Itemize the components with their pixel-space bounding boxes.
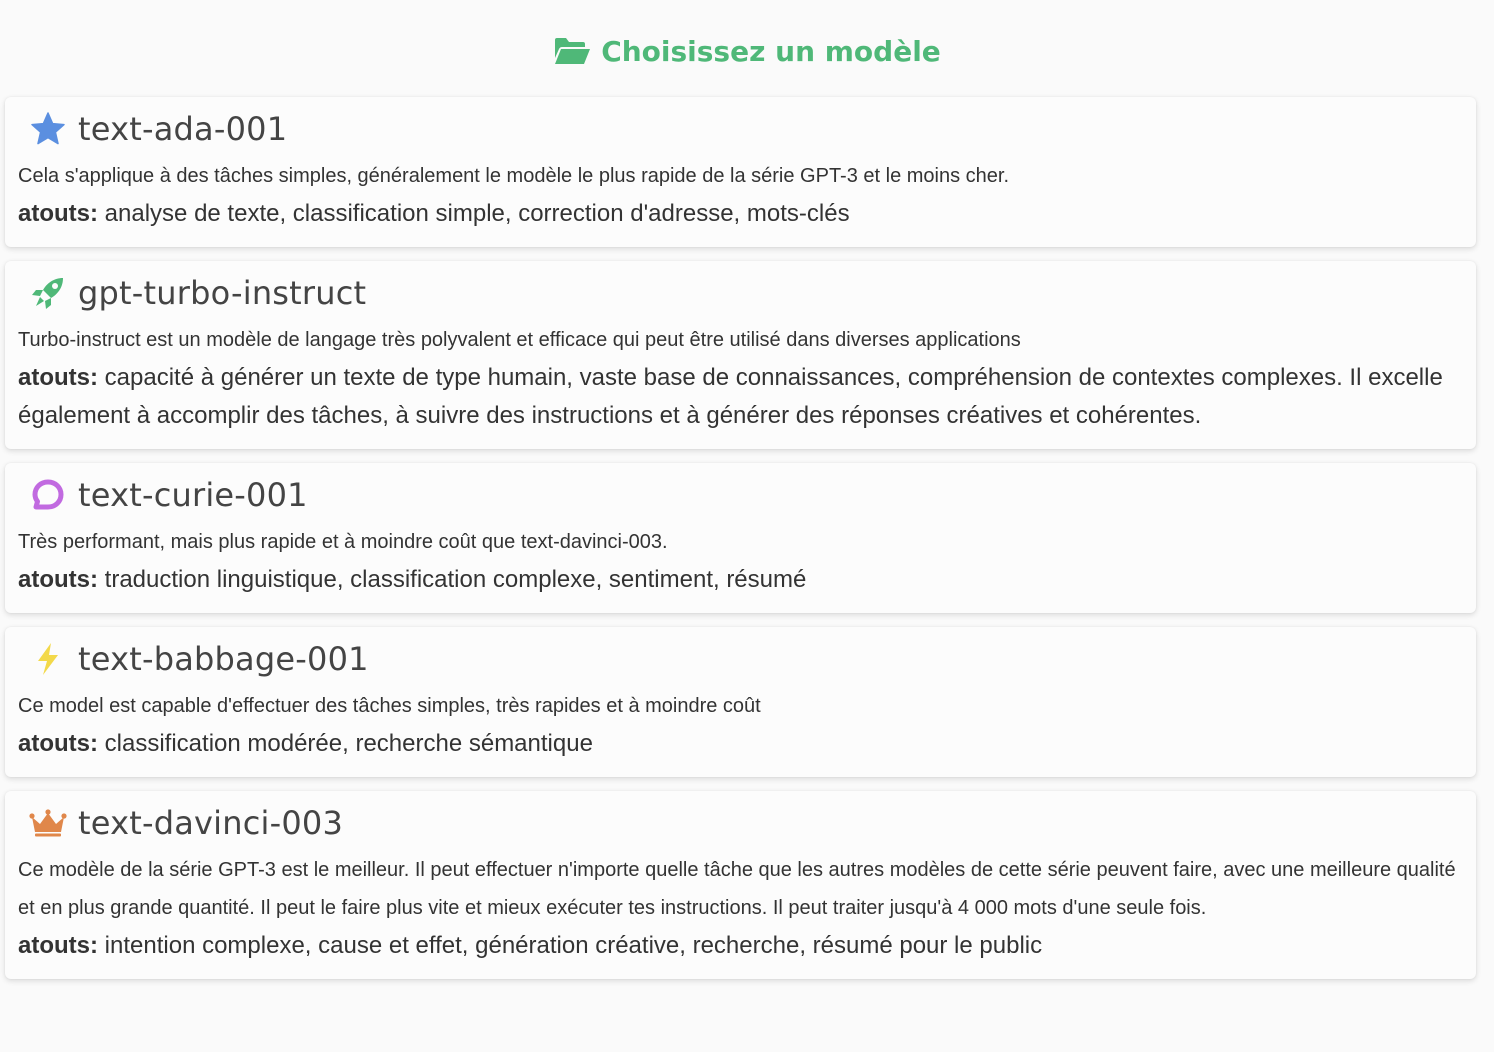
strengths-label: atouts: [18, 932, 98, 959]
crown-icon [28, 803, 68, 843]
page-title: Choisissez un modèle [601, 34, 941, 68]
model-name: text-curie-001 [78, 476, 308, 514]
model-card-text-davinci-003[interactable] [5, 791, 1476, 979]
rocket-icon [28, 273, 68, 313]
model-strengths [18, 561, 1463, 599]
model-name: text-ada-001 [78, 110, 288, 148]
model-description: Turbo-instruct est un modèle de langage très polyvalent et efficace qui peut être utilisé dans diverses applications [18, 329, 1021, 351]
page-header [0, 0, 1494, 96]
model-card-header [18, 107, 1463, 151]
strengths-label: atouts: [18, 730, 98, 757]
model-card-header [18, 637, 1463, 681]
model-description: Cela s'applique à des tâches simples, généralement le modèle le plus rapide de la série GPT-3 et le moins cher. [18, 165, 1010, 187]
strengths-text: classification modérée, recherche sémantique [104, 730, 593, 757]
model-card-header [18, 473, 1463, 517]
model-card-header [18, 271, 1463, 315]
model-name: text-babbage-001 [78, 640, 369, 678]
model-strengths [18, 725, 1463, 763]
model-strengths [18, 927, 1463, 965]
model-list [5, 97, 1476, 993]
strengths-label: atouts: [18, 566, 98, 593]
strengths-text: capacité à générer un texte de type humain, vaste base de connaissances, compréhension de contextes complexes. Il excelle également à accomplir des tâches, à suivre des instructions et à générer des réponses créatives et cohérentes. [18, 364, 1443, 429]
model-card-gpt-turbo-instruct[interactable] [5, 261, 1476, 449]
model-card-text-babbage-001[interactable] [5, 627, 1476, 777]
model-strengths [18, 195, 1463, 233]
model-description: Ce model est capable d'effectuer des tâches simples, très rapides et à moindre coût [18, 695, 761, 717]
strengths-text: traduction linguistique, classification complexe, sentiment, résumé [104, 566, 807, 593]
model-strengths [18, 359, 1463, 435]
strengths-text: analyse de texte, classification simple, correction d'adresse, mots-clés [104, 200, 850, 227]
folder-open-icon [553, 36, 591, 66]
strengths-text: intention complexe, cause et effet, génération créative, recherche, résumé pour le public [104, 932, 1043, 959]
model-card-text-ada-001[interactable] [5, 97, 1476, 247]
model-description: Ce modèle de la série GPT-3 est le meilleur. Il peut effectuer n'importe quelle tâche que les autres modèles de cette série peuvent faire, avec une meilleure qualité et en plus grande quantité. Il peut le faire plus vite et mieux exécuter tes instructions. Il peut traiter jusqu'à 4 000 mots d'une seule fois. [18, 859, 1456, 919]
strengths-label: atouts: [18, 200, 98, 227]
model-card-text-curie-001[interactable] [5, 463, 1476, 613]
lightning-icon [28, 639, 68, 679]
strengths-label: atouts: [18, 364, 98, 391]
model-description: Très performant, mais plus rapide et à moindre coût que text-davinci-003. [18, 531, 668, 553]
model-card-header [18, 801, 1463, 845]
model-name: text-davinci-003 [78, 804, 344, 842]
chat-bubble-icon [28, 475, 68, 515]
star-icon [28, 109, 68, 149]
model-name: gpt-turbo-instruct [78, 274, 367, 312]
